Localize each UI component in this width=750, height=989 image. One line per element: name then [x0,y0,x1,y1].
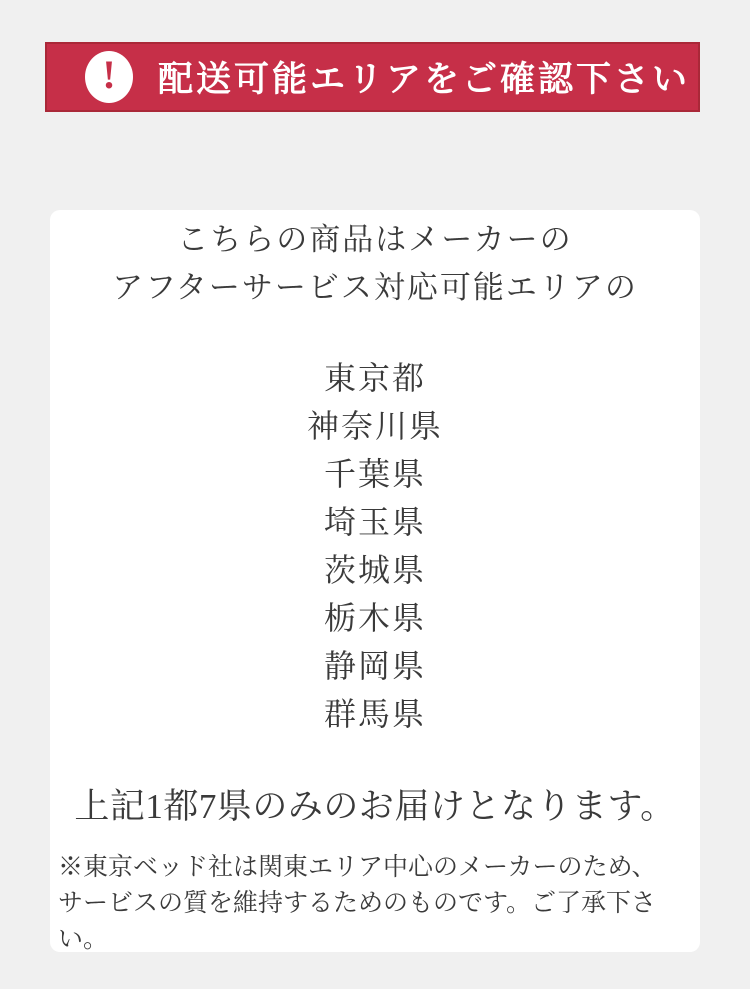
prefecture-item-kanagawa: 神奈川県 [306,408,443,444]
prefecture-item-tokyo: 東京都 [323,360,426,396]
delivery-area-banner [45,42,700,112]
prefecture-item-ibaraki: 茨城県 [323,552,426,588]
notice-intro [50,210,700,312]
prefecture-item-tochigi: 栃木県 [323,600,426,636]
delivery-summary: 上記1都7県のみのお届けとなります。 [74,787,676,826]
banner-title: 配送可能エリアをご確認下さい [158,60,691,99]
prefecture-item-gunma: 群馬県 [323,696,426,732]
footnote [50,850,700,958]
footnote-line1: ※東京ベッド社は関東エリア中心のメーカーのため、 [58,854,657,881]
notice-intro-line2: アフターサービス対応可能エリアの [112,270,638,305]
footnote-line2: サービスの質を維持するためのものです。ご了承下さい。 [58,890,657,953]
notice-card [50,210,700,952]
exclamation-glyph: ! [102,52,116,97]
prefecture-item-saitama: 埼玉県 [323,504,426,540]
prefecture-item-shizuoka: 静岡県 [323,648,426,684]
prefecture-item-chiba: 千葉県 [323,456,426,492]
prefecture-list [50,354,700,738]
notice-intro-line1: こちらの商品はメーカーの [177,222,573,257]
exclamation-icon [85,51,133,103]
